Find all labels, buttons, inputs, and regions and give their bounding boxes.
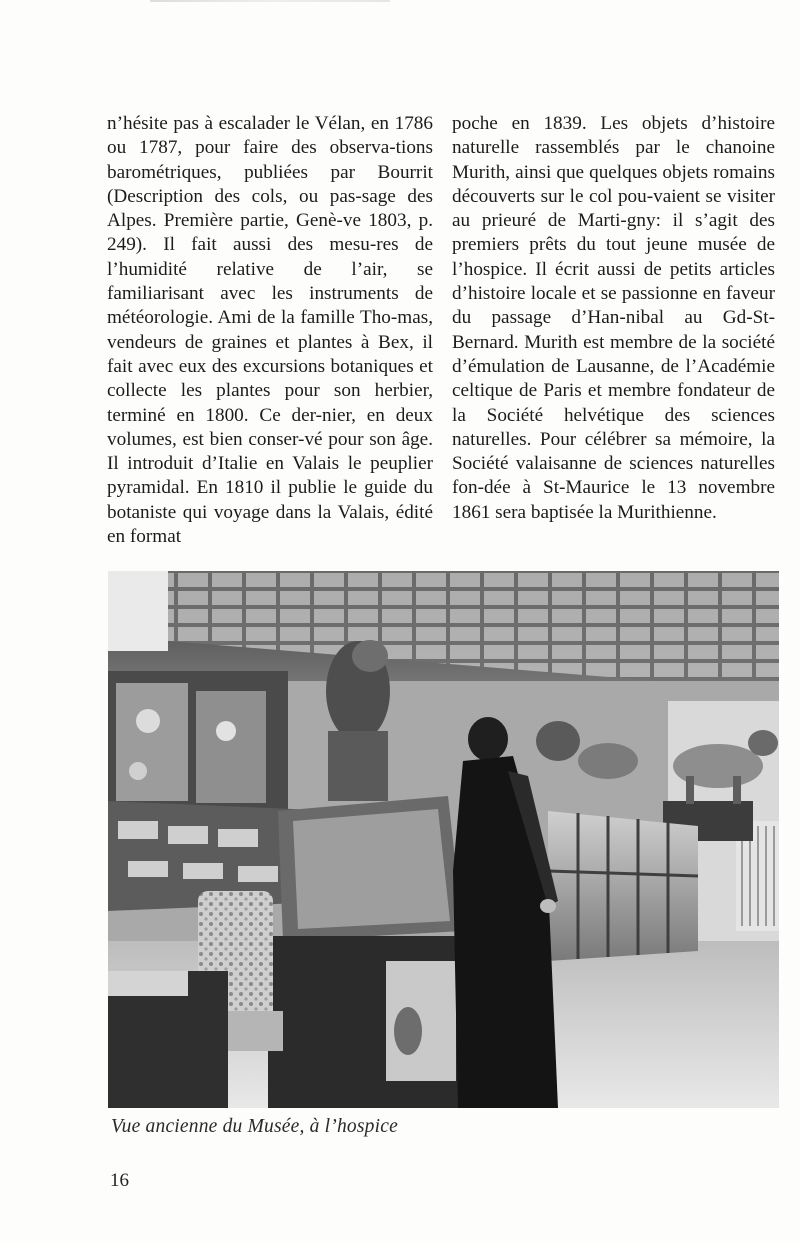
paragraph: poche en 1839. Les objets d’histoire naturelle rassemblés par le chanoine Murith, ainsi que quelques objets romains découverts sur le col pou-vaient se visiter au prieuré de Marti-gny: il s’agit des premiers prêts du tout jeune musée de l’hospice. Il écrit aussi de petits articles d’histoire locale et se passionne en faveur du passage d’Han-nibal au Gd-St-Bernard. Murith est membre de la société d’émulation de Lausanne, de l’Académie celtique de Paris et membre fondateur de la Société helvétique des sciences naturelles. Pour célébrer sa mémoire, la Société valaisanne de sciences naturelles fon-dée à St-Maurice le 13 novembre 1861 sera baptisée la Murithienne. (452, 113, 775, 523)
figure-caption: Vue ancienne du Musée, à l’hospice (111, 1116, 398, 1137)
museum-photograph (108, 571, 779, 1108)
text-column-right (452, 112, 775, 525)
page-number: 16 (110, 1170, 129, 1191)
text-column-left (107, 112, 433, 549)
paragraph: n’hésite pas à escalader le Vélan, en 1786 ou 1787, pour faire des observa-tions barométriques, publiées par Bourrit (Description des cols, ou pas-sage des Alpes. Première partie, Genè-ve 1803, p. 249). Il fait aussi des mesu-res de l’humidité relative de l’air, se familiarisant avec les instruments de météorologie. Ami de la famille Tho-mas, vendeurs de graines et plantes à Bex, il fait avec eux des excursions botaniques et collecte les plantes pour son herbier, terminé en 1800. Ce der-nier, en deux volumes, est bien conser-vé pour son âge. Il introduit d’Italie en Valais le peuplier pyramidal. En 1810 il publie le guide du botaniste qui voyage dans la Valais, édité en format (107, 113, 433, 548)
museum-photo-illustration (108, 571, 779, 1108)
top-rule (150, 0, 390, 2)
